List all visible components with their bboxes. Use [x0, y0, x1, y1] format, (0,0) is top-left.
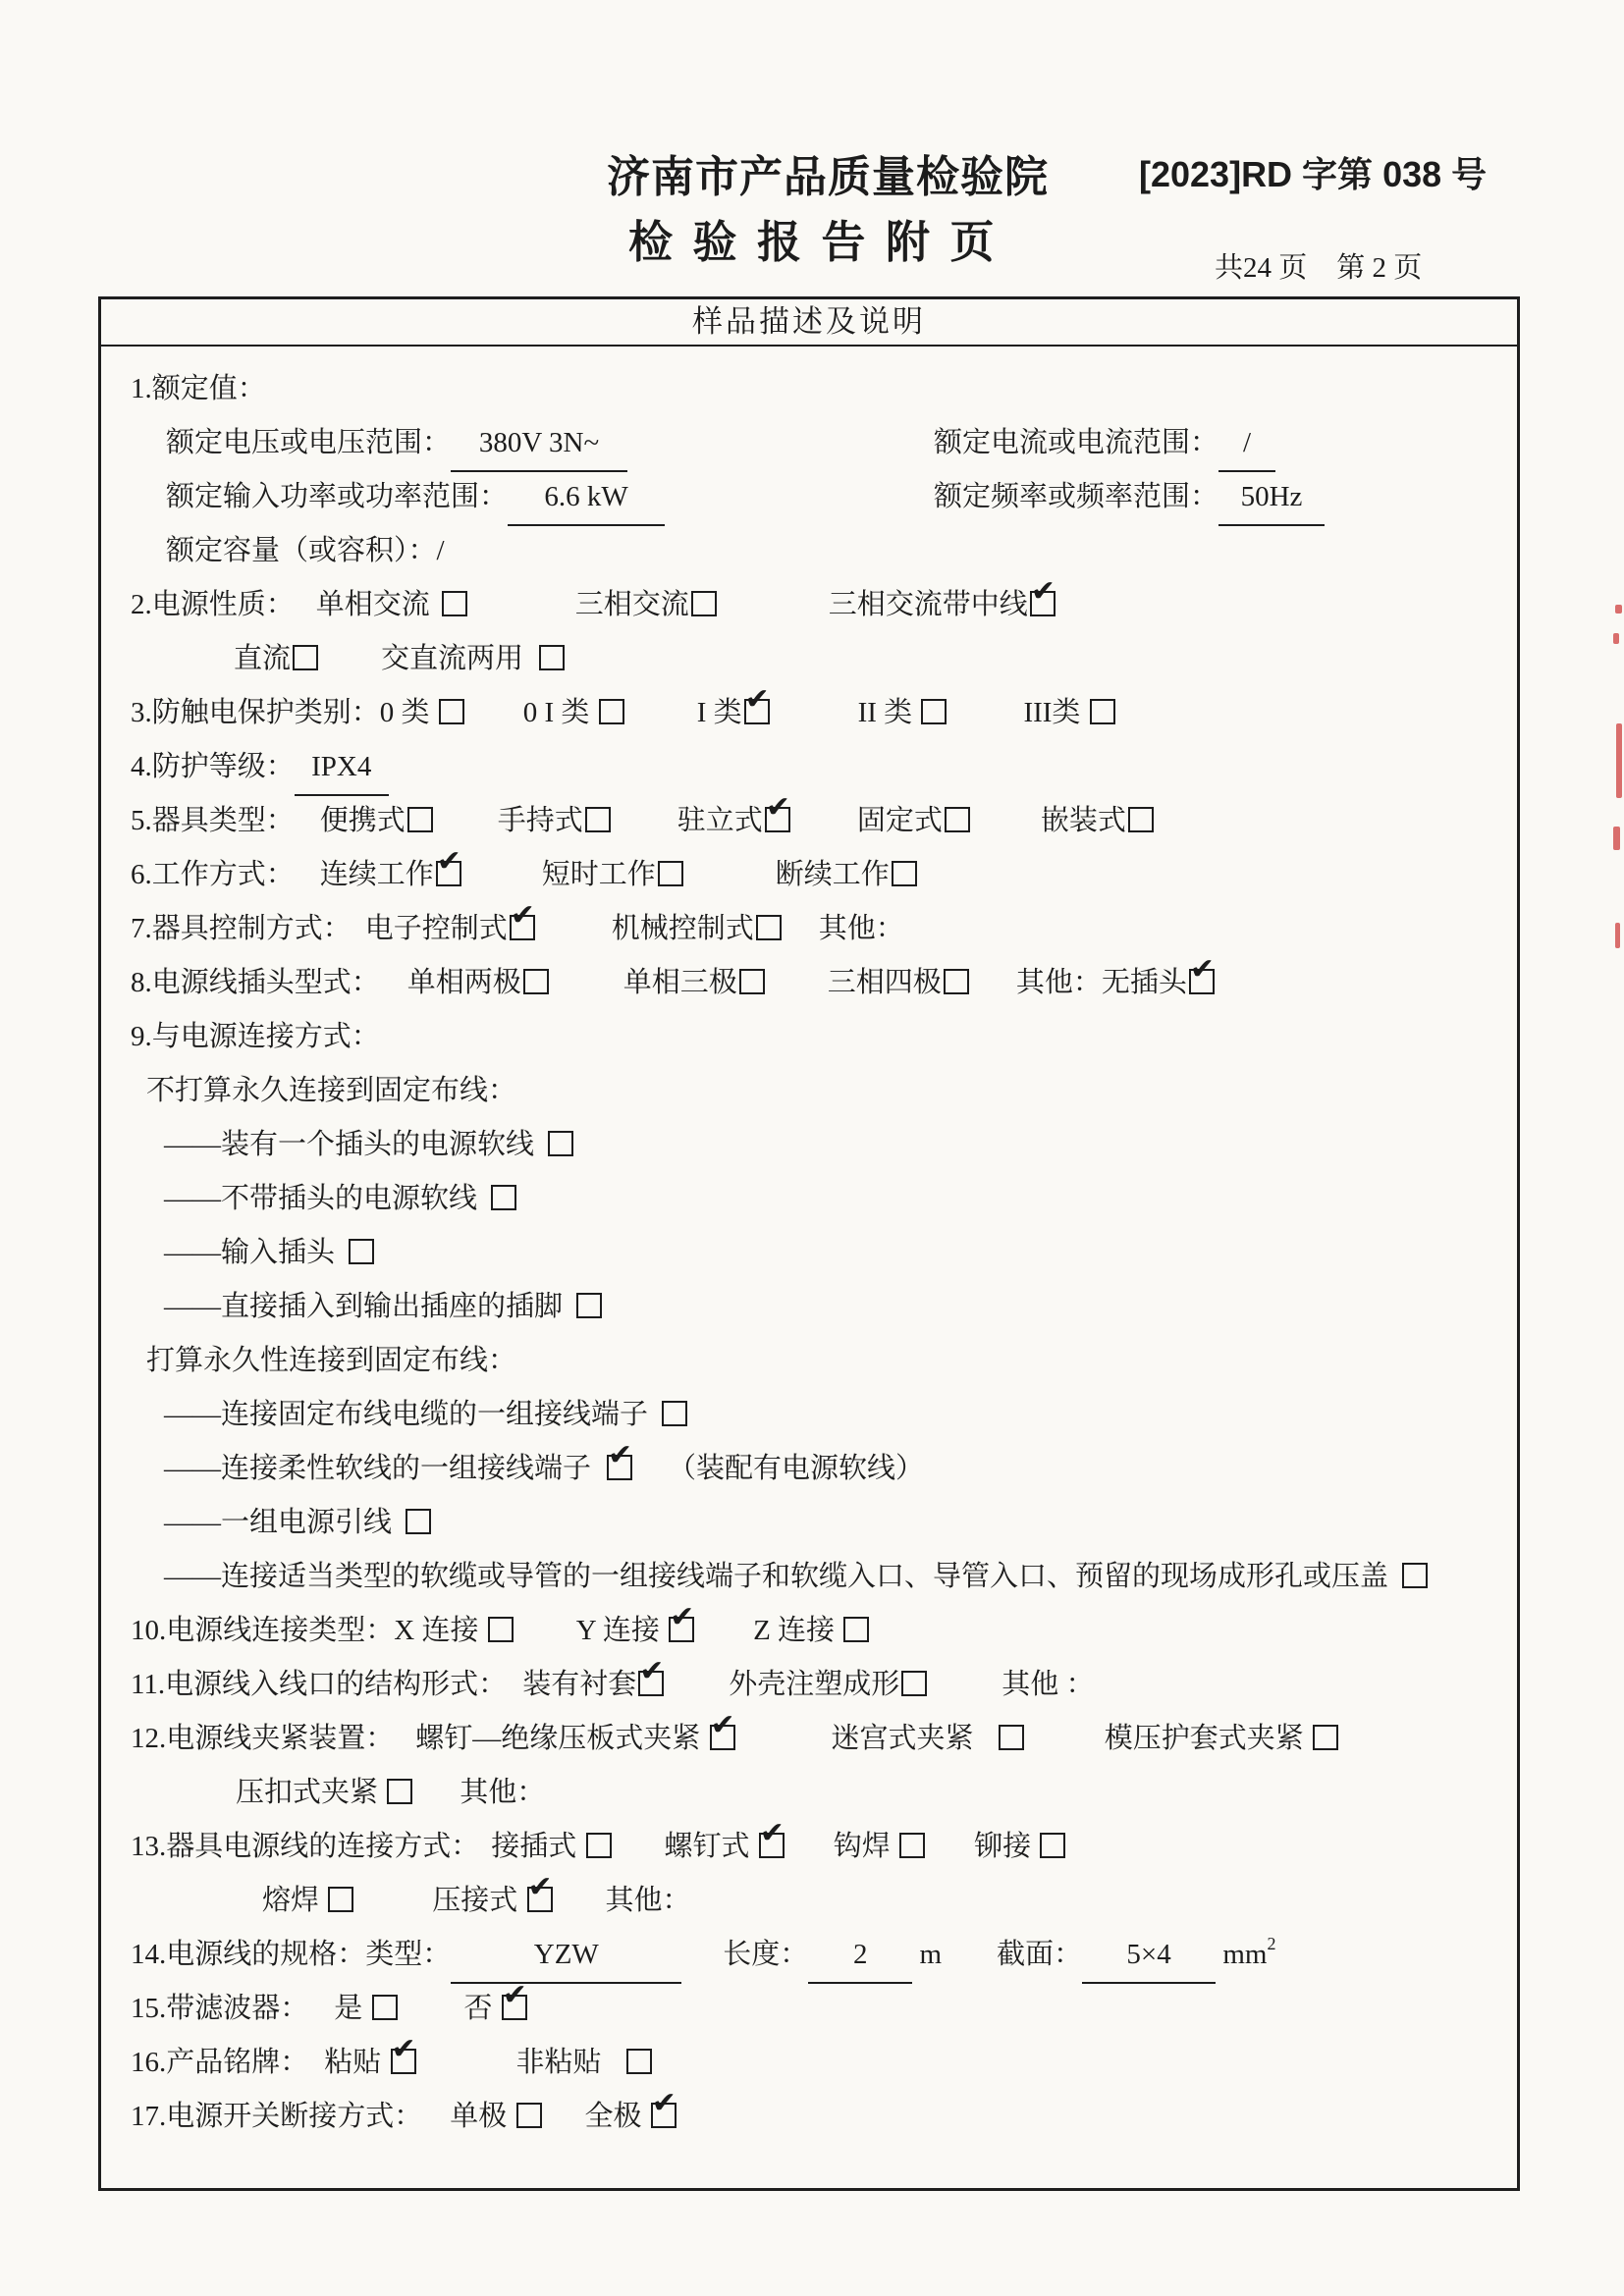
form-text: 单相两极: [406, 967, 521, 998]
doc-number: [2023]RD 字第 038 号: [1139, 154, 1488, 194]
form-text: ——不带插头的电源软线: [164, 1183, 478, 1214]
form-text: 嵌装式: [1040, 805, 1126, 836]
form-text: 其他 ：: [1001, 1669, 1095, 1700]
form-line: [101, 1766, 1517, 1820]
form-text: mm: [1216, 1939, 1268, 1970]
form-text: ——连接适当类型的软缆或导管的一组接线端子和软缆入口、导管入口、预留的现场成形孔或压盖: [164, 1561, 1389, 1592]
sample-description-box: [98, 296, 1520, 2191]
form-line: [101, 1982, 1517, 2036]
form-text: ——直接插入到输出插座的插脚: [164, 1291, 564, 1322]
form-text: 否: [463, 1993, 500, 2024]
form-text: 单相三极: [623, 967, 737, 998]
form-text: 三相四极: [827, 967, 942, 998]
checkbox-unchecked[interactable]: [1402, 1563, 1428, 1588]
form-line: [101, 1496, 1517, 1550]
checkbox-checked[interactable]: [710, 1725, 735, 1750]
form-line: [101, 632, 1517, 686]
form-line: [101, 1874, 1517, 1928]
form-line: [101, 1442, 1517, 1496]
checkbox-unchecked[interactable]: [658, 861, 683, 886]
checkbox-unchecked[interactable]: [516, 2103, 542, 2128]
checkbox-unchecked[interactable]: [488, 1617, 514, 1642]
form-line: [101, 1010, 1517, 1064]
page-title: 检 验 报 告 附 页: [628, 217, 999, 267]
form-lines: [101, 347, 1517, 2144]
form-line: [101, 1388, 1517, 1442]
checkbox-unchecked[interactable]: [406, 1509, 431, 1534]
form-line: [101, 1118, 1517, 1172]
form-line: [101, 902, 1517, 956]
checkbox-unchecked[interactable]: [599, 699, 624, 724]
checkbox-checked[interactable]: [391, 2049, 416, 2074]
form-text: I 类: [696, 697, 742, 728]
form-line: [101, 2036, 1517, 2090]
checkbox-unchecked[interactable]: [372, 1995, 398, 2020]
checkbox-unchecked[interactable]: [944, 969, 969, 994]
form-text: 直流: [234, 643, 292, 674]
form-text: 5.器具类型：: [131, 805, 295, 836]
form-text: 打算永久性连接到固定布线：: [146, 1345, 517, 1376]
form-text: 2.电源性质：: [131, 589, 295, 620]
checkbox-unchecked[interactable]: [293, 645, 318, 670]
checkbox-unchecked[interactable]: [586, 1833, 612, 1858]
form-text: 额定输入功率或功率范围：: [166, 481, 509, 512]
checkbox-checked[interactable]: [607, 1455, 632, 1480]
form-text: 单极: [450, 2101, 514, 2132]
form-text: 9.与电源连接方式：: [131, 1021, 380, 1052]
form-text: 单相交流: [315, 589, 430, 620]
checkbox-unchecked[interactable]: [407, 807, 433, 832]
checkbox-unchecked[interactable]: [1090, 699, 1115, 724]
form-line: [101, 2090, 1517, 2144]
checkbox-unchecked[interactable]: [899, 1833, 925, 1858]
checkbox-unchecked[interactable]: [945, 807, 970, 832]
checkbox-unchecked[interactable]: [585, 807, 611, 832]
form-text: II 类: [857, 697, 920, 728]
form-line: [101, 1820, 1517, 1874]
checkbox-unchecked[interactable]: [739, 969, 765, 994]
form-text: 14.电源线的规格：类型：: [131, 1939, 452, 1970]
section-title: 样品描述及说明: [101, 299, 1517, 347]
underlined-value: 5×4: [1082, 1928, 1216, 1984]
form-text: 额定电压或电压范围：: [166, 427, 452, 458]
form-text: 钩焊: [833, 1831, 898, 1862]
checkbox-checked[interactable]: [1189, 969, 1215, 994]
checkbox-unchecked[interactable]: [691, 591, 717, 616]
checkbox-unchecked[interactable]: [1313, 1725, 1338, 1750]
form-text: 便携式: [319, 805, 406, 836]
checkbox-unchecked[interactable]: [548, 1131, 573, 1156]
form-line: [101, 1712, 1517, 1766]
form-text: 铆接: [974, 1831, 1039, 1862]
form-text: 固定式: [856, 805, 943, 836]
red-stamp-mark: [1616, 723, 1622, 798]
checkbox-unchecked[interactable]: [442, 591, 467, 616]
form-text: 7.器具控制方式：: [131, 913, 352, 944]
form-text: 非粘贴: [515, 2047, 609, 2078]
form-text: Z 连接: [753, 1615, 842, 1646]
checkbox-unchecked[interactable]: [439, 699, 464, 724]
form-text: 11.电源线入线口的结构形式：: [131, 1669, 508, 1700]
form-text: 15.带滤波器：: [131, 1993, 309, 2024]
form-text: 三相交流: [574, 589, 689, 620]
form-text: 接插式: [491, 1831, 584, 1862]
form-text: 外壳注塑成形: [729, 1669, 900, 1700]
checkbox-checked[interactable]: [527, 1887, 553, 1912]
form-text: 驻立式: [677, 805, 763, 836]
form-text: 螺钉—绝缘压板式夹紧: [415, 1723, 708, 1754]
form-text: 粘贴: [324, 2047, 389, 2078]
checkbox-unchecked[interactable]: [576, 1293, 602, 1318]
checkbox-unchecked[interactable]: [843, 1617, 869, 1642]
form-text: 手持式: [497, 805, 583, 836]
checkbox-unchecked[interactable]: [523, 969, 549, 994]
checkbox-unchecked[interactable]: [892, 861, 917, 886]
form-text: m: [912, 1939, 943, 1970]
form-text: 6.工作方式：: [131, 859, 295, 890]
form-text: （装配有电源软线）: [668, 1453, 925, 1484]
checkbox-unchecked[interactable]: [1040, 1833, 1065, 1858]
form-text: 17.电源开关断接方式：: [131, 2101, 423, 2132]
form-line: [101, 1280, 1517, 1334]
checkbox-unchecked[interactable]: [387, 1779, 412, 1804]
red-stamp-mark: [1615, 923, 1620, 948]
form-text: 三相交流带中线: [828, 589, 1028, 620]
form-text: 8.电源线插头型式：: [131, 967, 380, 998]
form-text: 其他：: [460, 1777, 546, 1808]
checkbox-checked[interactable]: [436, 861, 461, 886]
form-text: 压扣式夹紧: [236, 1777, 386, 1808]
red-stamp-mark: [1613, 633, 1619, 644]
form-line: [101, 524, 1517, 578]
checkbox-unchecked[interactable]: [756, 915, 782, 940]
underlined-value: YZW: [451, 1928, 681, 1984]
form-text: 16.产品铭牌：: [131, 2047, 309, 2078]
form-text: 13.器具电源线的连接方式：: [131, 1831, 480, 1862]
form-text: 额定频率或频率范围：: [934, 481, 1219, 512]
form-line: [101, 362, 1517, 416]
checkbox-unchecked[interactable]: [662, 1401, 687, 1426]
form-text: 熔焊: [262, 1885, 327, 1916]
underlined-value: /: [1218, 416, 1275, 472]
checkbox-checked[interactable]: [759, 1833, 785, 1858]
form-line: [101, 1604, 1517, 1658]
page-info: [1215, 245, 1422, 286]
underlined-value: 50Hz: [1218, 470, 1325, 526]
checkbox-checked[interactable]: [510, 915, 535, 940]
org-name: 济南市产品质量检验院: [607, 153, 1049, 201]
checkbox-unchecked[interactable]: [328, 1887, 353, 1912]
form-text: 短时工作: [541, 859, 656, 890]
checkbox-unchecked[interactable]: [626, 2049, 652, 2074]
form-text: 不打算永久连接到固定布线：: [146, 1075, 517, 1106]
page-total: 共24 页: [1215, 252, 1308, 284]
form-line: [101, 956, 1517, 1010]
checkbox-unchecked[interactable]: [349, 1239, 374, 1264]
form-text: 4.防护等级：: [131, 751, 295, 782]
form-text: 长度：: [723, 1939, 809, 1970]
form-text: 0 I 类: [522, 697, 597, 728]
form-text: 压接式: [432, 1885, 525, 1916]
red-stamp-mark: [1615, 605, 1622, 614]
form-text: 模压护套式夹紧: [1104, 1723, 1312, 1754]
form-text: 全极: [584, 2101, 649, 2132]
form-line: [101, 1658, 1517, 1712]
underlined-value: 380V 3N~: [451, 416, 627, 472]
checkbox-checked[interactable]: [502, 1995, 527, 2020]
checkbox-checked[interactable]: [669, 1617, 694, 1642]
checkbox-checked[interactable]: [638, 1671, 664, 1696]
form-line: [101, 578, 1517, 632]
form-text: 额定电流或电流范围：: [934, 427, 1219, 458]
form-text: 螺钉式: [664, 1831, 757, 1862]
form-text: 机械控制式: [611, 913, 754, 944]
form-text: 截面：: [997, 1939, 1083, 1970]
form-text: 是: [334, 1993, 370, 2024]
form-text: Y 连接: [575, 1615, 668, 1646]
form-text: 电子控制式: [364, 913, 508, 944]
form-line: [101, 1226, 1517, 1280]
checkbox-checked[interactable]: [1030, 591, 1056, 616]
form-line: [101, 1064, 1517, 1118]
checkbox-checked[interactable]: [765, 807, 790, 832]
form-text: 3.防触电保护类别：0 类: [131, 697, 437, 728]
form-column: [934, 416, 1275, 472]
form-text: III类: [1023, 697, 1088, 728]
form-text: 其他：: [605, 1885, 691, 1916]
form-line: [101, 740, 1517, 794]
checkbox-unchecked[interactable]: [539, 645, 565, 670]
checkbox-unchecked[interactable]: [1128, 807, 1154, 832]
form-text: 迷宫式夹紧: [831, 1723, 981, 1754]
form-text: ——装有一个插头的电源软线: [164, 1129, 535, 1160]
checkbox-checked[interactable]: [651, 2103, 677, 2128]
checkbox-unchecked[interactable]: [999, 1725, 1024, 1750]
form-line: [101, 686, 1517, 740]
checkbox-unchecked[interactable]: [921, 699, 947, 724]
form-text: 连续工作: [319, 859, 434, 890]
form-text: 10.电源线连接类型：X 连接: [131, 1615, 486, 1646]
form-text: ——连接固定布线电缆的一组接线端子: [164, 1399, 649, 1430]
red-stamp-mark: [1613, 827, 1620, 850]
form-text: 交直流两用: [381, 643, 524, 674]
form-text: 其他：无插头: [1015, 967, 1187, 998]
superscript: 2: [1267, 1934, 1276, 1953]
form-line: [101, 470, 1517, 524]
form-text: 额定容量（或容积）：/: [166, 535, 445, 566]
form-line: [101, 1928, 1517, 1982]
underlined-value: 6.6 kW: [508, 470, 665, 526]
form-line: [101, 794, 1517, 848]
form-text: 其他：: [818, 913, 904, 944]
underlined-value: IPX4: [295, 740, 389, 796]
form-text: 断续工作: [775, 859, 890, 890]
checkbox-unchecked[interactable]: [491, 1185, 516, 1210]
form-line: [101, 416, 1517, 470]
page-current: 第 2 页: [1336, 252, 1423, 284]
form-text: 装有衬套: [522, 1669, 637, 1700]
form-text: ——一组电源引线: [164, 1507, 393, 1538]
form-text: 1.额定值：: [131, 373, 266, 404]
form-text: ——连接柔性软线的一组接线端子: [164, 1453, 592, 1484]
checkbox-checked[interactable]: [744, 699, 770, 724]
form-line: [101, 1172, 1517, 1226]
form-column: [934, 470, 1325, 526]
form-line: [101, 1334, 1517, 1388]
form-text: 12.电源线夹紧装置：: [131, 1723, 395, 1754]
checkbox-unchecked[interactable]: [901, 1671, 927, 1696]
form-line: [101, 848, 1517, 902]
form-text: ——输入插头: [164, 1237, 336, 1268]
form-line: [101, 1550, 1517, 1604]
underlined-value: 2: [808, 1928, 912, 1984]
